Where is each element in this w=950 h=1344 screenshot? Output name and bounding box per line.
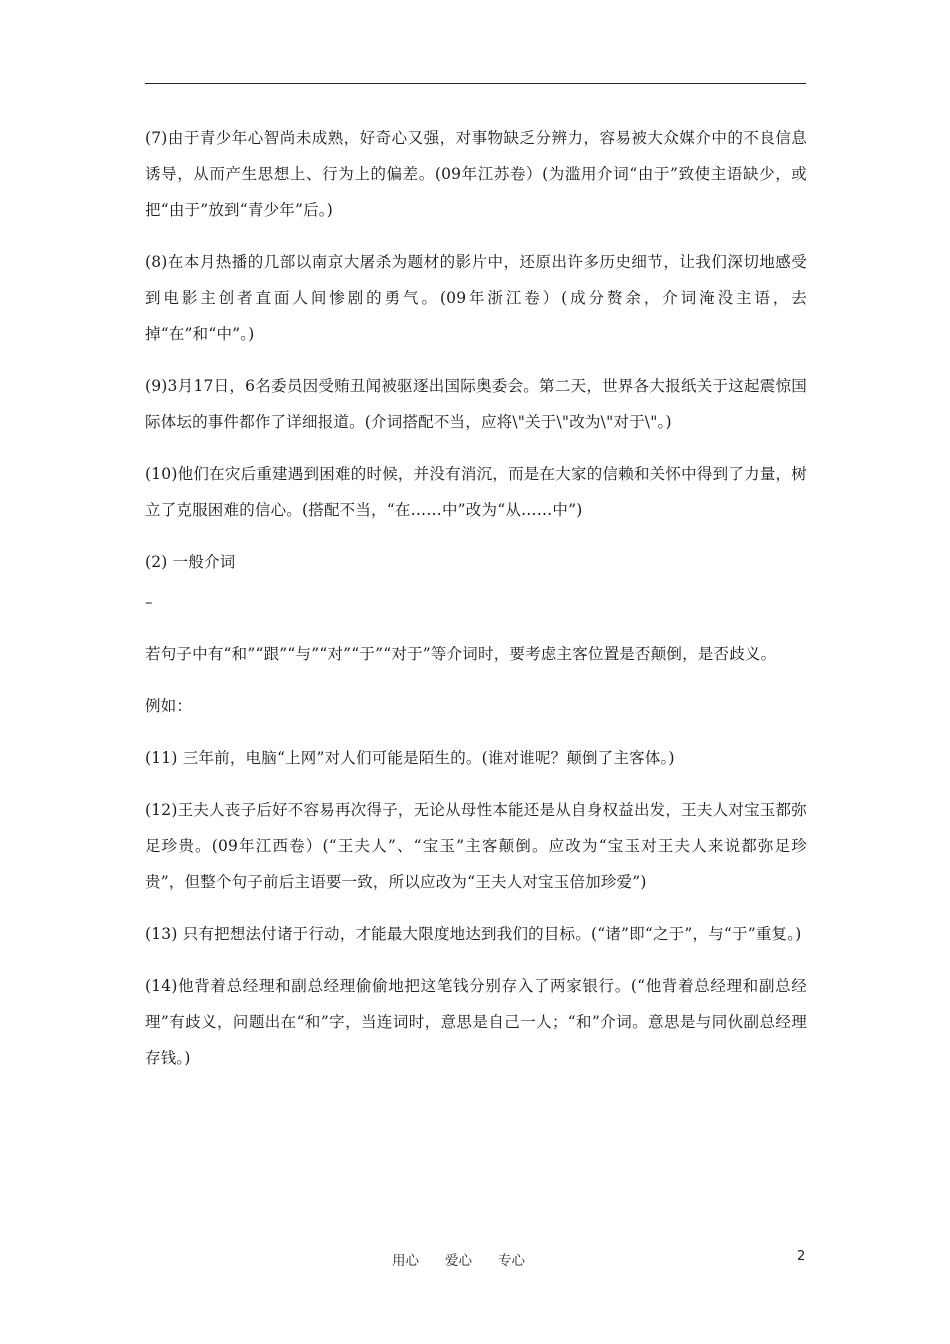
footer-motto-2: 爱心: [445, 1253, 472, 1269]
paragraph-7: (7)由于青少年心智尚未成熟，好奇心又强，对事物缺乏分辨力，容易被大众媒介中的不良信息诱导，从而产生思想上、行为上的偏差。(09年江苏卷）(为滥用介词“由于”致使主语缺少，或把“由于”放到“青少年”后。): [145, 129, 807, 219]
paragraph-10: (10)他们在灾后重建遇到困难的时候，并没有消沉，而是在大家的信赖和关怀中得到了力量，树立了克服困难的信心。(搭配不当，“在……中”改为“从……中”): [145, 465, 807, 519]
intro-paragraph: 若句子中有“和”“跟”“与”“对”“于”“对于”等介词时，要考虑主客位置是否颠倒，是否歧义。: [145, 645, 777, 663]
page-footer: [0, 1249, 950, 1269]
paragraph-11: (11) 三年前，电脑“上网”对人们可能是陌生的。(谁对谁呢？颠倒了主客体。): [145, 749, 675, 767]
dash-mark: –: [145, 593, 153, 611]
footer-motto-1: 用心: [392, 1253, 419, 1269]
header-rule: [145, 83, 806, 84]
paragraph-9: (9)3月17日，6名委员因受贿丑闻被驱逐出国际奥委会。第二天，世界各大报纸关于这起震惊国际体坛的事件都作了详细报道。(介词搭配不当，应将\"关于\"改为\"对于\"。): [145, 377, 807, 431]
paragraph-8: (8)在本月热播的几部以南京大屠杀为题材的影片中，还原出许多历史细节，让我们深切地感受到电影主创者直面人间惨剧的勇气。(09年浙江卷）(成分赘余，介词淹没主语，去掉“在”和“中”。): [145, 253, 807, 343]
paragraph-13: (13) 只有把想法付诸于行动，才能最大限度地达到我们的目标。(“诸”即“之于”，与“于”重复。): [145, 925, 802, 943]
section-heading-2: (2) 一般介词: [145, 553, 236, 571]
document-body: [145, 120, 807, 1092]
page-number: 2: [797, 1249, 806, 1264]
paragraph-12: (12)王夫人丧子后好不容易再次得子，无论从母性本能还是从自身权益出发，王夫人对宝玉都弥足珍贵。(09年江西卷）(“王夫人”、“宝玉”主客颠倒。应改为“宝玉对王夫人来说都弥足珍贵”，但整个句子前后主语要一致，所以应改为“王夫人对宝玉倍加珍爱”): [145, 801, 807, 891]
example-label: 例如：: [145, 697, 193, 715]
footer-motto-3: 专心: [498, 1253, 525, 1269]
footer-motto: [392, 1249, 551, 1269]
paragraph-14: (14)他背着总经理和副总经理偷偷地把这笔钱分别存入了两家银行。(“他背着总经理和副总经理”有歧义，问题出在“和”字，当连词时，意思是自己一人；“和”介词。意思是与同伙副总经理存钱。): [145, 977, 807, 1067]
